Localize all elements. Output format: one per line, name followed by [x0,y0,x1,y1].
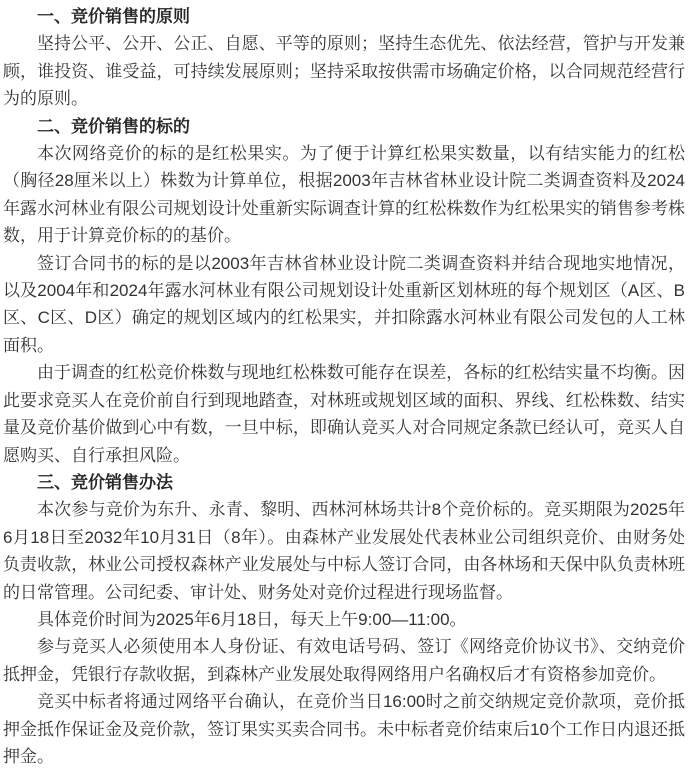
section-subject [3,113,685,469]
paragraph: 由于调查的红松竞价株数与现地红松株数可能存在误差，各标的红松结实量不均衡。因此要求竞买人在竞价前自行到现地踏查，对林班或规划区域的面积、界线、红松株数、结实量及竞价基价做到心中有数，一旦中标，即确认竞买人对合同规定条款已经认可，竞买人自愿购买、自行承担风险。 [3,363,685,465]
paragraph: 具体竞价时间为2025年6月18日，每天上午9:00—11:00。 [37,609,467,629]
section-method [3,469,685,770]
paragraph: 竞买中标者将通过网络平台确认，在竞价当日16:00时之前交纳规定竞价款项，竞价抵押金抵作保证金及竞价款，签订果实买卖合同书。未中标者竞价结束后10个工作日内退还抵押金。 [3,692,685,766]
paragraph: 参与竞买人必须使用本人身份证、有效电话号码、签订《网络竞价协议书》、交纳竞价抵押金，凭银行存款收据，到森林产业发展处取得网络用户名确权后才有资格参加竞价。 [3,637,685,684]
section-heading: 三、竞价销售办法 [37,472,173,492]
paragraph: 坚持公平、公开、公正、自愿、平等的原则；坚持生态优先、依法经营，管护与开发兼顾，谁投资、谁受益，可持续发展原则；坚持采取按供需市场确定价格，以合同规范经营行为的原则。 [3,34,685,109]
paragraph: 签订合同书的标的是以2003年吉林省林业设计院二类调查资料并结合现地实地情况，以及2004年和2024年露水河林业有限公司规划设计处重新区划林班的每个规划区（A区、B区、C区、D区）确定的规划区域内的红松果实，并扣除露水河林业有限公司发包的人工林面积。 [3,253,685,355]
section-heading: 二、竞价销售的标的 [37,116,190,136]
paragraph: 本次参与竞价为东升、永青、黎明、西林河林场共计8个竞价标的。竞买期限为2025年6月18日至2032年10月31日（8年）。由森林产业发展处代表林业公司组织竞价、由财务处负责收款，林业公司授权森林产业发展处与中标人签订合同，由各林场和天保中队负责林班的日常管理。公司纪委、审计处、财务处对竞价过程进行现场监督。 [3,500,685,602]
section-heading: 一、竞价销售的原则 [37,7,190,26]
paragraph: 本次网络竞价的标的是红松果实。为了便于计算红松果实数量，以有结实能力的红松（胸径28厘米以上）株数为计算单位，根据2003年吉林省林业设计院二类调查资料及2024年露水河林业有限公司规划设计处重新实际调查计算的红松株数作为红松果实的销售参考株数，用于计算竞价标的的基价。 [3,144,685,246]
section-principles [3,3,685,113]
